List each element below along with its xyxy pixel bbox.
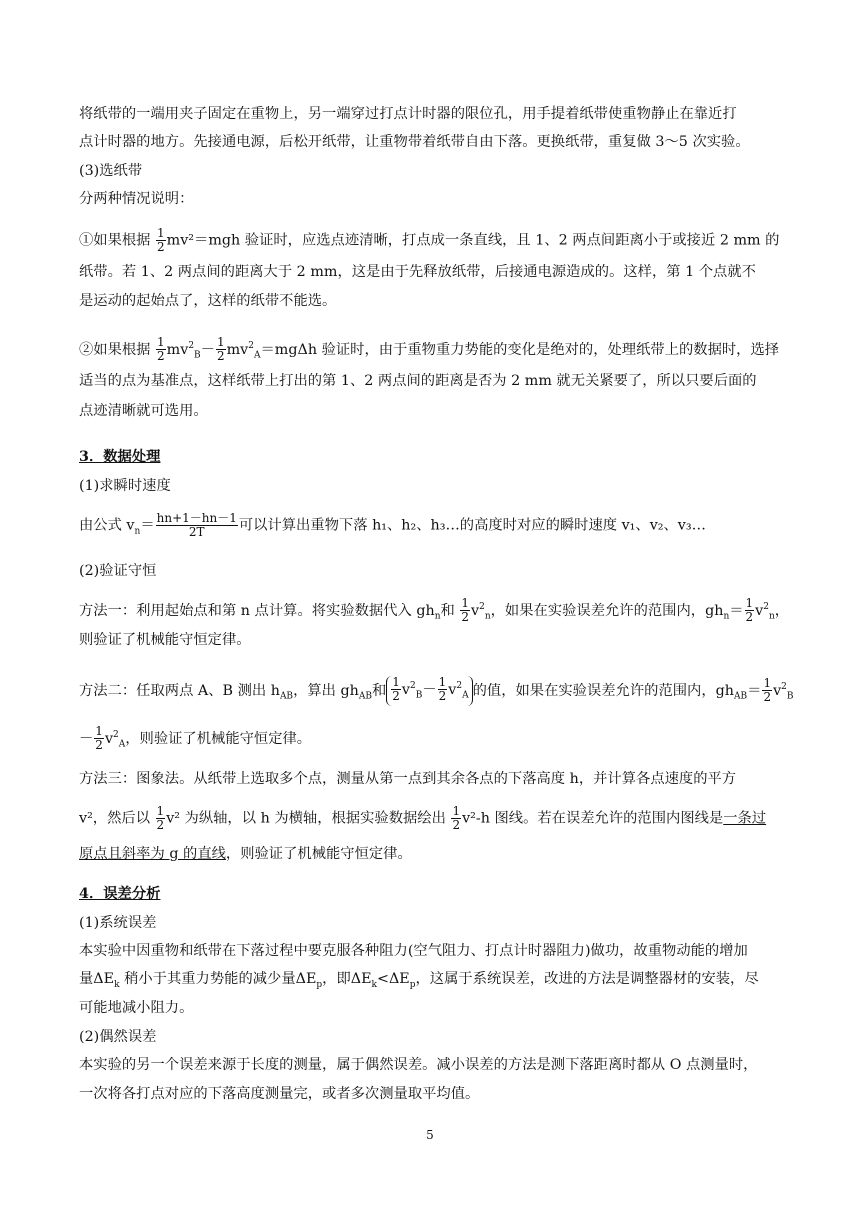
subheading: (1)系统误差	[79, 915, 157, 931]
para-line: 点迹清晰就可选用。	[79, 403, 208, 419]
fraction: $\frac{1}{2}$	[157, 335, 165, 364]
para-line: 纸带。若 1、2 两点间的距离大于 2 mm，这是由于先释放纸带，后接通电源造成的。这样，第 1 个点就不	[79, 264, 756, 280]
para-line: 本实验中因重物和纸带在下落过程中要克服各种阻力(空气阻力、打点计时器阻力)做功，故重物动能的增加	[79, 943, 748, 959]
subheading: (2)偶然误差	[79, 1029, 157, 1045]
page-number: 5	[426, 1128, 434, 1142]
para-line: 适当的点为基准点，这样纸带上打出的第 1、2 两点间的距离是否为 2 mm 就无关紧要了，所以只要后面的	[79, 373, 757, 389]
formula-line: － $\frac{1}{2}$ $v^2_A$，则验证了机械能守恒定律。	[79, 724, 312, 753]
formula-line: 方法一：利用起始点和第 n 点计算。将实验数据代入 $gh_n$和 $\frac{1}{2}$ $v^2_n$，如果在实验误差允许的范围内，$gh_n=$ $\frac{1}{2}$ $v^2_n$，	[79, 596, 790, 625]
fraction: $\frac{hn+1-hn-1}{2T}$	[156, 511, 237, 539]
formula-line	[79, 227, 779, 254]
fraction: $\frac{1}{2}$	[216, 335, 225, 364]
subheading: (1)求瞬时速度	[79, 478, 171, 494]
para-line: 本实验的另一个误差来源于长度的测量，属于偶然误差。减小误差的方法是测下落距离时都从 O 点测量时，	[79, 1057, 758, 1073]
section-heading: 3．数据处理	[79, 449, 161, 465]
para-line: 将纸带的一端用夹子固定在重物上，另一端穿过打点计时器的限位孔，用手提着纸带使重物静止在靠近打	[79, 106, 737, 122]
formula-line: ②如果根据 $\frac{1}{2}$ $mv^2_B-$ $\frac{1}{2}$ $mv^2_A=mg\Delta h$ 验证时，由于重物重力势能的变化是绝对的，处理纸带上的数据时，选择	[79, 335, 780, 364]
para-line: 分两种情况说明：	[79, 191, 194, 207]
para-line: 则验证了机械能守恒定律。	[79, 632, 251, 648]
formula-line: 方法二：任取两点 A、B 测出 $h_{AB}$，算出 $gh_{AB}$和 $\frac{1}{2}$ $v^2_B-$ $\frac{1}{2}$ $v^2_A$ 的值，如果在实验误差允许的范围内，$gh_{AB}=$ $\frac{1}{2}$ $v^2_B$	[79, 675, 794, 705]
formula-line: 量$\Delta E_k$ 稍小于其重力势能的减少量$\Delta E_p$，即$\Delta E_k<\Delta E_p$，这属于系统误差，改进的方法是调整器材的安装，尽	[79, 971, 759, 990]
formula-line: v²，然后以 $\frac{1}{2}$ v² 为纵轴，以 h 为横轴，根据实验数据绘出 $\frac{1}{2}$ v²-h 图线。若在误差允许的范围内图线是一条过	[79, 804, 767, 832]
para-line: 可能地减小阻力。	[79, 1000, 194, 1016]
para-line: 是运动的起始点了，这样的纸带不能选。	[79, 293, 337, 309]
bracket-expression: $\frac{1}{2}$ $v^2_B-$ $\frac{1}{2}$ $v^2_A$	[386, 676, 472, 706]
subheading: (2)验证守恒	[79, 563, 157, 579]
para-line: 方法三：图象法。从纸带上选取多个点，测量从第一点到其余各点的下落高度 h，并计算各点速度的平方	[79, 771, 737, 787]
formula-line: 由公式 $v_n=$ $\frac{hn+1-hn-1}{2T}$ 可以计算出重物下落 h₁、h₂、h₃…的高度时对应的瞬时速度 v₁、v₂、v₃…	[79, 511, 706, 539]
text: ①如果根据	[79, 232, 156, 249]
fraction: $\frac{1}{2}$	[157, 226, 165, 254]
formula-line: 原点且斜率为 g 的直线，则验证了机械能守恒定律。	[79, 846, 412, 862]
para-line: 点计时器的地方。先接通电源，后松开纸带，让重物带着纸带自由下落。更换纸带，重复做 3～5 次实验。	[79, 134, 750, 150]
section-heading: 4．误差分析	[79, 886, 161, 902]
subheading: (3)选纸带	[79, 163, 143, 179]
text: mv²＝mgh 验证时，应选点迹清晰，打点成一条直线，且 1、2 两点间距离小于或接近 2 mm 的	[166, 232, 780, 249]
para-line: 一次将各打点对应的下落高度测量完，或者多次测量取平均值。	[79, 1086, 480, 1102]
text: ②如果根据	[79, 341, 156, 358]
